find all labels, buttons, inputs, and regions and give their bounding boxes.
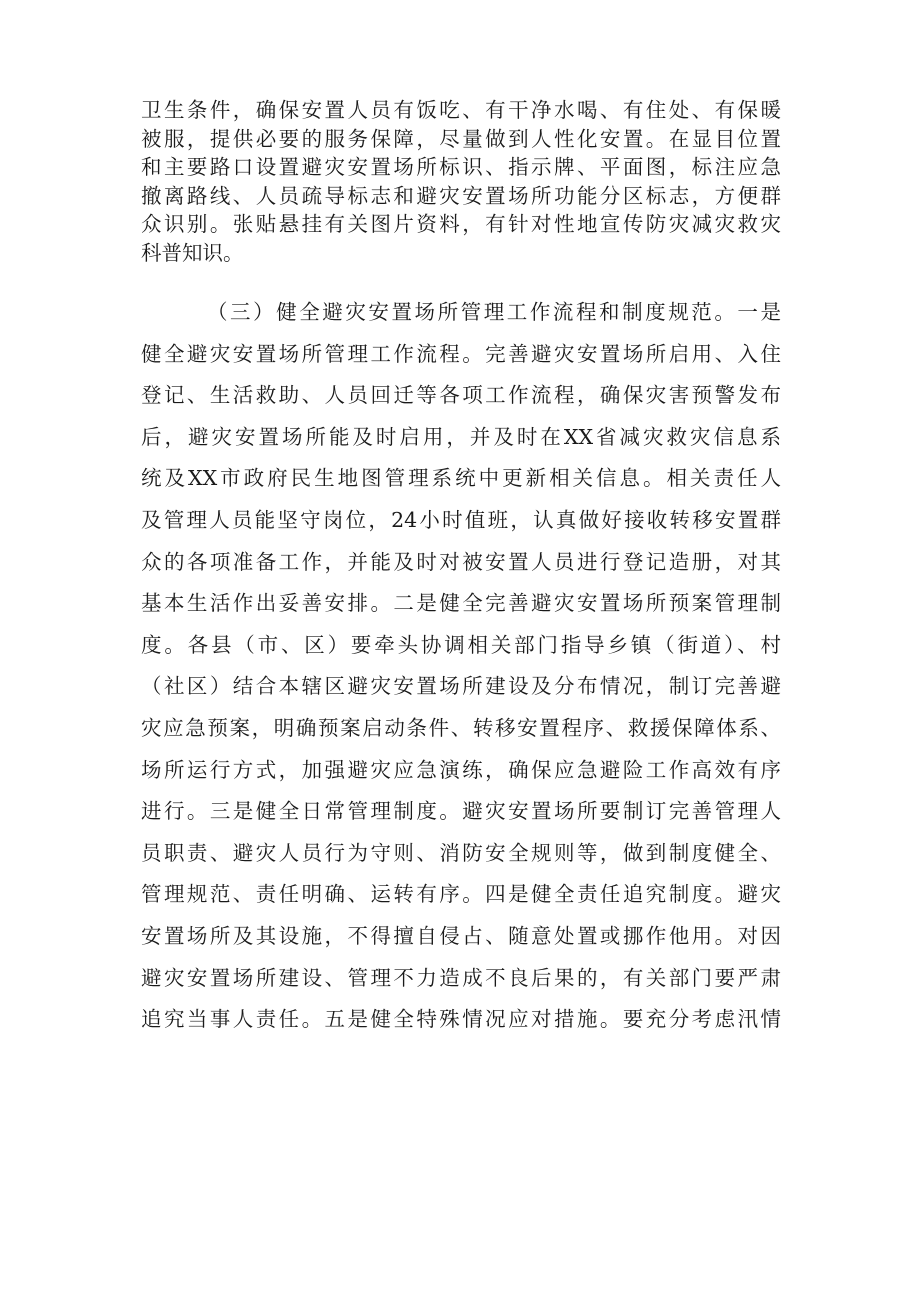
text-line: 撤离路线、人员疏导标志和避灾安置场所功能分区标志，方便群 <box>141 183 781 208</box>
text-line: 度。各县（市、区）要牵头协调相关部门指导乡镇（街道）、村 <box>141 632 781 657</box>
text-line: 和主要路口设置避灾安置场所标识、指示牌、平面图，标注应急 <box>141 155 781 179</box>
text-line: 安置场所及其设施，不得擅自侵占、随意处置或挪作他用。对因 <box>141 923 781 948</box>
text-line: 避灾安置场所建设、管理不力造成不良后果的，有关部门要严肃 <box>141 965 781 990</box>
text-line: （社区）结合本辖区避灾安置场所建设及分布情况，制订完善避 <box>141 674 781 699</box>
text-line: 被服，提供必要的服务保障，尽量做到人性化安置。在显目位置 <box>141 126 781 151</box>
text-line: 员职责、避灾人员行为守则、消防安全规则等，做到制度健全、 <box>141 840 781 865</box>
text-line: 管理规范、责任明确、运转有序。四是健全责任追究制度。避灾 <box>141 882 781 907</box>
text-line: 科普知识。 <box>141 240 244 265</box>
text-line: 追究当事人责任。五是健全特殊情况应对措施。要充分考虑汛情 <box>141 1007 781 1032</box>
text-line: 众的各项准备工作，并能及时对被安置人员进行登记造册，对其 <box>141 549 781 574</box>
section-heading-line: （三）健全避灾安置场所管理工作流程和制度规范。一是 <box>207 300 781 324</box>
text-line: 灾应急预案，明确预案启动条件、转移安置程序、救援保障体系、 <box>141 715 781 740</box>
text-line: 场所运行方式，加强避灾应急演练，确保应急避险工作高效有序 <box>141 757 781 782</box>
paragraph-section-three <box>141 292 781 1041</box>
text-line: 后，避灾安置场所能及时启用，并及时在XX省减灾救灾信息系 <box>141 424 781 449</box>
text-line: 众识别。张贴悬挂有关图片资料，有针对性地宣传防灾减灾救灾 <box>141 212 781 236</box>
text-line: 健全避灾安置场所管理工作流程。完善避灾安置场所启用、入住 <box>141 341 781 366</box>
text-line: 及管理人员能坚守岗位，24小时值班，认真做好接收转移安置群 <box>141 507 781 532</box>
text-line: 基本生活作出妥善安排。二是健全完善避灾安置场所预案管理制 <box>141 591 781 616</box>
paragraph-continuation <box>141 96 781 267</box>
text-line: 登记、生活救助、人员回迁等各项工作流程，确保灾害预警发布 <box>141 383 781 408</box>
text-line: 统及XX市政府民生地图管理系统中更新相关信息。相关责任人 <box>141 466 781 491</box>
text-line: 进行。三是健全日常管理制度。避灾安置场所要制订完善管理人 <box>141 799 781 824</box>
text-line: 卫生条件，确保安置人员有饭吃、有干净水喝、有住处、有保暖 <box>141 98 781 122</box>
